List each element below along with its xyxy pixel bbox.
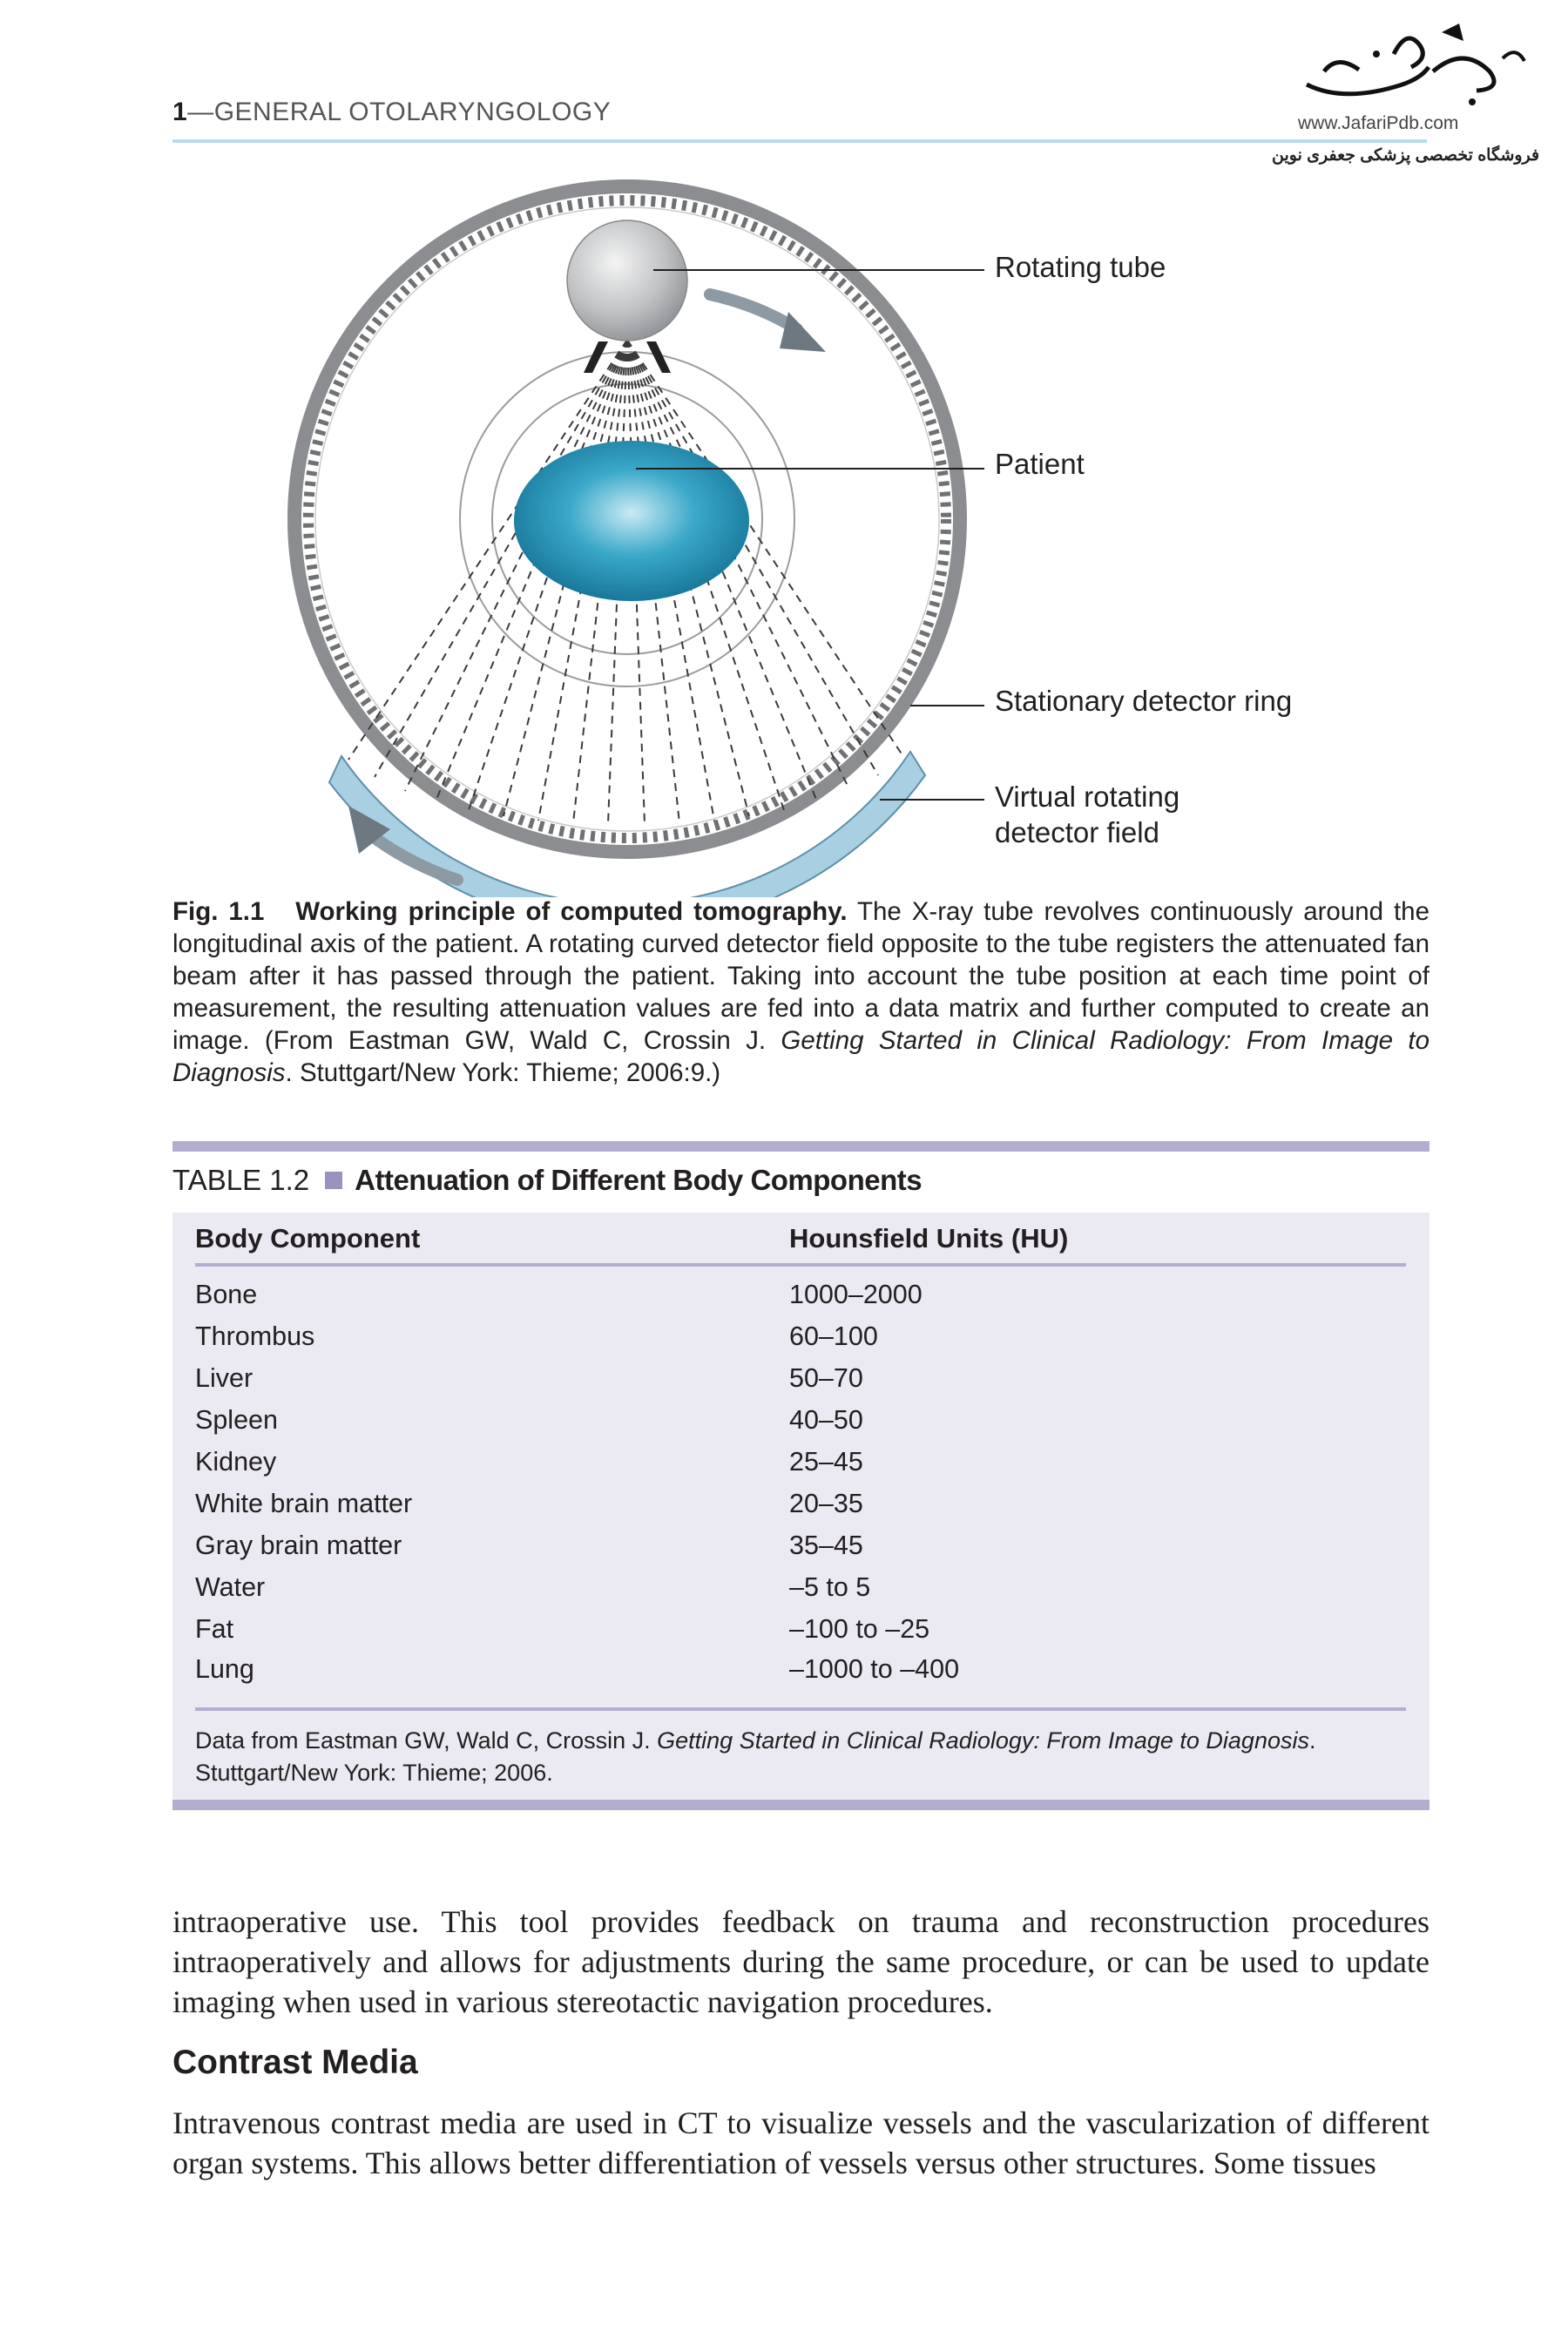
rotation-arrow-top [710,294,826,352]
cell-component: Thrombus [195,1321,315,1351]
header-rule-line [195,1263,1406,1267]
cell-hu: 20–35 [789,1489,863,1518]
body-paragraph-1: intraoperative use. This tool provides feedback on trauma and reconstruction procedures intraoperatively and allows for adjustments during the same procedure, or can be used to update imaging when used in various stereotactic navigation procedures. [172,1904,1429,2019]
cell-component: Kidney [195,1447,277,1477]
table-row [195,1447,1406,1489]
cell-hu: –1000 to –400 [789,1654,960,1684]
table-source-note [195,1725,1415,1789]
table-number: TABLE 1.2 [172,1164,310,1196]
cell-hu: 35–45 [789,1531,863,1560]
column-header-hounsfield-units: Hounsfield Units (HU) [789,1223,1069,1254]
chapter-title: GENERAL OTOLARYNGOLOGY [213,98,612,126]
caption-book-title: Getting Started in Clinical Radiology: From Image to Diagnosis [172,1026,1429,1087]
callout-patient: Patient [995,448,1085,480]
table-top-bar [172,1141,1429,1152]
table-row [195,1572,1406,1614]
cell-hu: 25–45 [789,1447,863,1477]
source-book-title: Getting Started in Clinical Radiology: From Image to Diagnosis [657,1727,1309,1754]
cell-component: White brain matter [195,1489,413,1518]
watermark-tagline: فروشگاه تخصصی پزشکی جعفری نوین [1272,146,1540,165]
cell-component: Spleen [195,1405,278,1435]
table-title [172,1164,922,1197]
section-heading: Contrast Media [172,2044,418,2081]
cell-hu: 60–100 [789,1321,878,1351]
header-separator: — [187,98,214,126]
table-row [195,1654,1406,1696]
caption-text: The X-ray tube revolves continuously around the longitudinal axis of the patient. A rotating curved detector field opposite to the tube registers the attenuated fan beam after it has passed through the patient. Taking into account the tube position at each time point of measurement, the resulting attenuation values are fed into a data matrix and further computed to create an image. (From Eastman GW, Wald C, Crossin J. [172,897,1429,1055]
cell-component: Fat [195,1614,234,1644]
cell-component: Liver [195,1363,253,1393]
body-paragraph-2: Intravenous contrast media are used in CT to visualize vessels and the vascularization of different organ systems. This allows better differentiation of vessels versus other structures. Some tissues [172,2105,1429,2180]
table-title-text: Attenuation of Different Body Components [355,1164,923,1196]
column-header-body-component: Body Component [195,1223,421,1254]
table-bottom-bar [172,1800,1429,1810]
caption-title: Working principle of computed tomography. [295,897,848,926]
cell-hu: –100 to –25 [789,1614,930,1644]
cell-hu: 1000–2000 [789,1280,923,1309]
cell-hu: 50–70 [789,1363,863,1393]
watermark-url: www.JafariPdb.com [1298,113,1459,133]
header-rule [172,139,1427,143]
callout-stationary-detector-ring: Stationary detector ring [995,685,1293,717]
watermark-logo [1272,19,1540,176]
footer-rule-line [195,1707,1406,1711]
cell-hu: 40–50 [789,1405,863,1435]
callout-rotating-tube: Rotating tube [995,251,1166,283]
cell-hu: –5 to 5 [789,1572,871,1602]
source-suffix: . Stuttgart/New York: Thieme; 2006. [195,1727,1316,1786]
figure-caption [172,896,1429,1089]
table-row [195,1489,1406,1531]
square-bullet-icon [325,1172,342,1189]
ct-principle-figure [287,174,1420,897]
page-number: 1 [172,98,188,126]
cell-component: Lung [195,1654,254,1684]
callout-virtual-detector-field [995,779,1179,850]
table-row [195,1363,1406,1405]
callout-virtual-line-2: detector field [995,816,1159,848]
calligraphy-logo-icon [1289,19,1533,115]
cell-component: Gray brain matter [195,1531,402,1560]
cell-component: Water [195,1572,266,1602]
table-row [195,1280,1406,1321]
running-head [172,98,611,127]
caption-publisher: . Stuttgart/New York: Thieme; 2006:9.) [285,1058,721,1087]
table-row [195,1531,1406,1572]
caption-label: Fig. 1.1 [172,897,265,926]
callout-virtual-line-1: Virtual rotating [995,781,1180,813]
cell-component: Bone [195,1280,258,1309]
rotating-tube [567,220,687,341]
table-row [195,1405,1406,1447]
table-row [195,1614,1406,1656]
table-row [195,1321,1406,1363]
source-prefix: Data from Eastman GW, Wald C, Crossin J. [195,1727,658,1754]
patient-cross-section [514,441,749,601]
